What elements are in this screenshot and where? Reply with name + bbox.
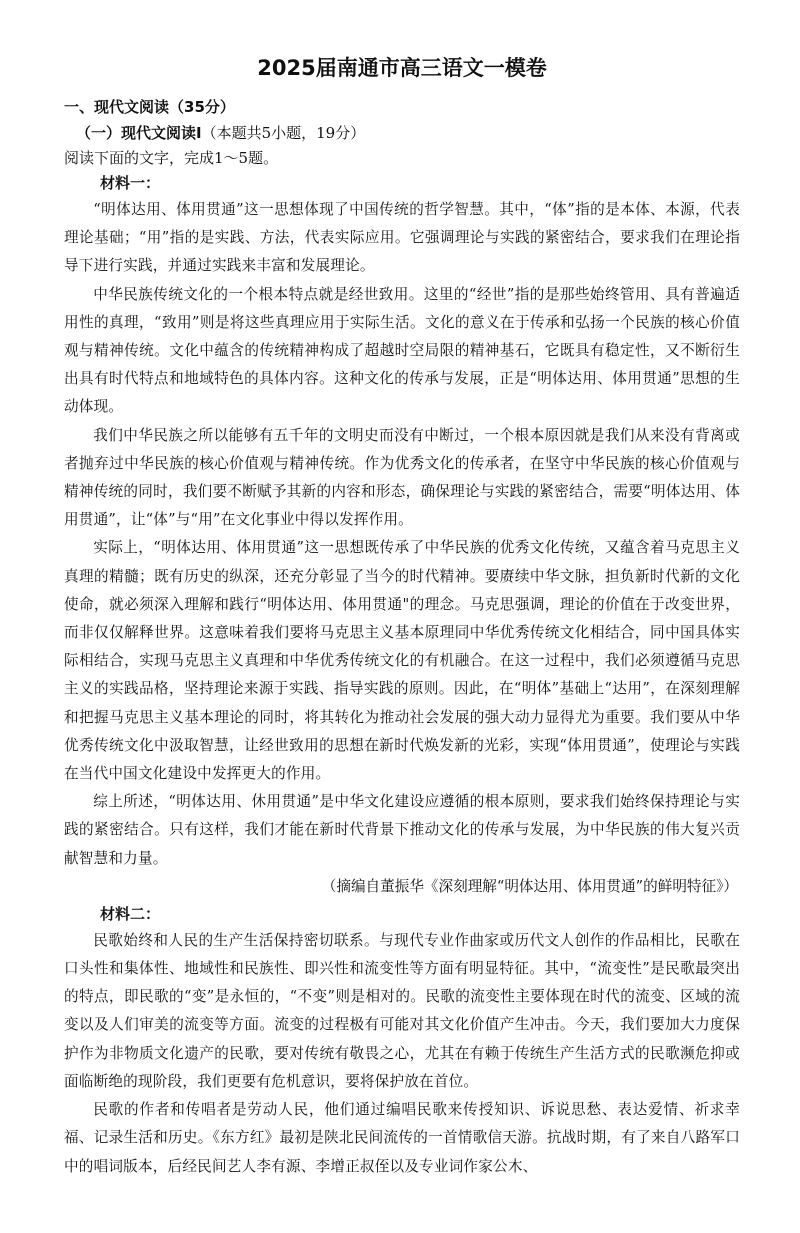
subsection-label: （一）现代文阅读Ⅰ <box>76 124 202 142</box>
subsection-heading <box>76 120 740 146</box>
reading-instruction: 阅读下面的文字，完成1～5题。 <box>64 149 279 167</box>
material-two-paragraph: 民歌始终和人民的生产生活保持密切联系。与现代专业作曲家或历代文人创作的作品相比，民歌在口头性和集体性、地域性和民族性、即兴性和流变性等方面有明显特征。其中，“流变性”是民歌最突出的特点，即民歌的“变”是永恒的，“不变”则是相对的。民歌的流变性主要体现在时代的流变、区域的流变以及人们审美的流变等方面。流变的过程极有可能对其文化价值产生冲击。今天，我们要加大力度保护作为非物质文化遗产的民歌，要对传统有敬畏之心，尤其在有赖于传统生产生活方式的民歌濒危抑或面临断绝的现阶段，我们更要有危机意识，要将保护放在首位。 <box>64 931 740 1090</box>
material-one-heading: 材料一： <box>100 174 161 192</box>
material-two-paragraph: 民歌的作者和传唱者是劳动人民，他们通过编唱民歌来传授知识、诉说思愁、表达爱情、祈求幸福、记录生活和历史。《东方红》最初是陕北民间流传的一首情歌信天游。抗战时期，有了来自八路军口中的唱词版本，后经民间艺人李有源、李增正叔侄以及专业词作家公木、 <box>64 1101 740 1175</box>
material-one-paragraph: 中华民族传统文化的一个根本特点就是经世致用。这里的“经世”指的是那些始终管用、具有普遍适用性的真理，“致用”则是将这些真理应用于实际生活。文化的意义在于传承和弘扬一个民族的核心价值观与精神传统。文化中蕴含的传统精神构成了超越时空局限的精神基石，它既具有稳定性，又不断衍生出具有时代特点和地域特色的具体内容。这种文化的传承与发展，正是“明体达用、体用贯通”思想的生动体现。 <box>64 285 740 416</box>
material-one-paragraph: 我们中华民族之所以能够有五千年的文明史而没有中断过，一个根本原因就是我们从来没有背离或者抛弃过中华民族的核心价值观与精神传统。作为优秀文化的传承者，在坚守中华民族的核心价值观与精神传统的同时，我们要不断赋予其新的内容和形态，确保理论与实践的紧密结合，需要“明体达用、体用贯通”，让“体”与“用”在文化事业中得以发挥作用。 <box>64 426 740 529</box>
section-heading: 一、现代文阅读（35分） <box>64 98 235 116</box>
material-two-heading: 材料二： <box>100 904 161 923</box>
material-one-paragraph: 综上所述，“明体达用、休用贯通”是中华文化建设应遵循的根本原则，要求我们始终保持理论与实践的紧密结合。只有这样，我们才能在新时代背景下推动文化的传承与发展，为中华民族的伟大复兴贡献智慧和力量。 <box>64 793 740 867</box>
subsection-note: （本题共5小题，19分） <box>201 124 366 142</box>
material-one-paragraph: 实际上，“明体达用、体用贯通”这一思想既传承了中华民族的优秀文化传统，又蕴含着马克思主义真理的精髓；既有历史的纵深，还充分彰显了当今的时代精神。要赓续中华文脉，担负新时代新的文化使命，就必须深入理解和践行“明体达用、体用贯通"的理念。马克思强调，理论的价值在于改变世界，而非仅仅解释世界。这意味着我们要将马克思主义基本原理同中华优秀传统文化相结合，同中国具体实际相结合，实现马克思主义真理和中华优秀传统文化的有机融合。在这一过程中，我们必须遵循马克思主义的实践品格，坚持理论来源于实践、指导实践的原则。因此，在“明体”基础上“达用”，在深刻理解和把握马克思主义基本理论的同时，将其转化为推动社会发展的强大动力显得尤为重要。我们要从中华优秀传统文化中汲取智慧，让经世致用的思想在新时代焕发新的光彩，实现“体用贯通”，使理论与实践在当代中国文化建设中发挥更大的作用。 <box>64 539 740 783</box>
page-title: 2025届南通市高三语文一模卷 <box>257 56 547 80</box>
material-one-paragraph: “明体达用、体用贯通”这一思想体现了中国传统的哲学智慧。其中，“体”指的是本体、本源，代表理论基础；“用”指的是实践、方法，代表实际应用。它强调理论与实践的紧密结合，要求我们在理论指导下进行实践，并通过实践来丰富和发展理论。 <box>64 201 740 275</box>
material-one-source: （摘编自董振华《深刻理解“明体达用、体用贯通”的鲜明特征》） <box>321 877 738 895</box>
